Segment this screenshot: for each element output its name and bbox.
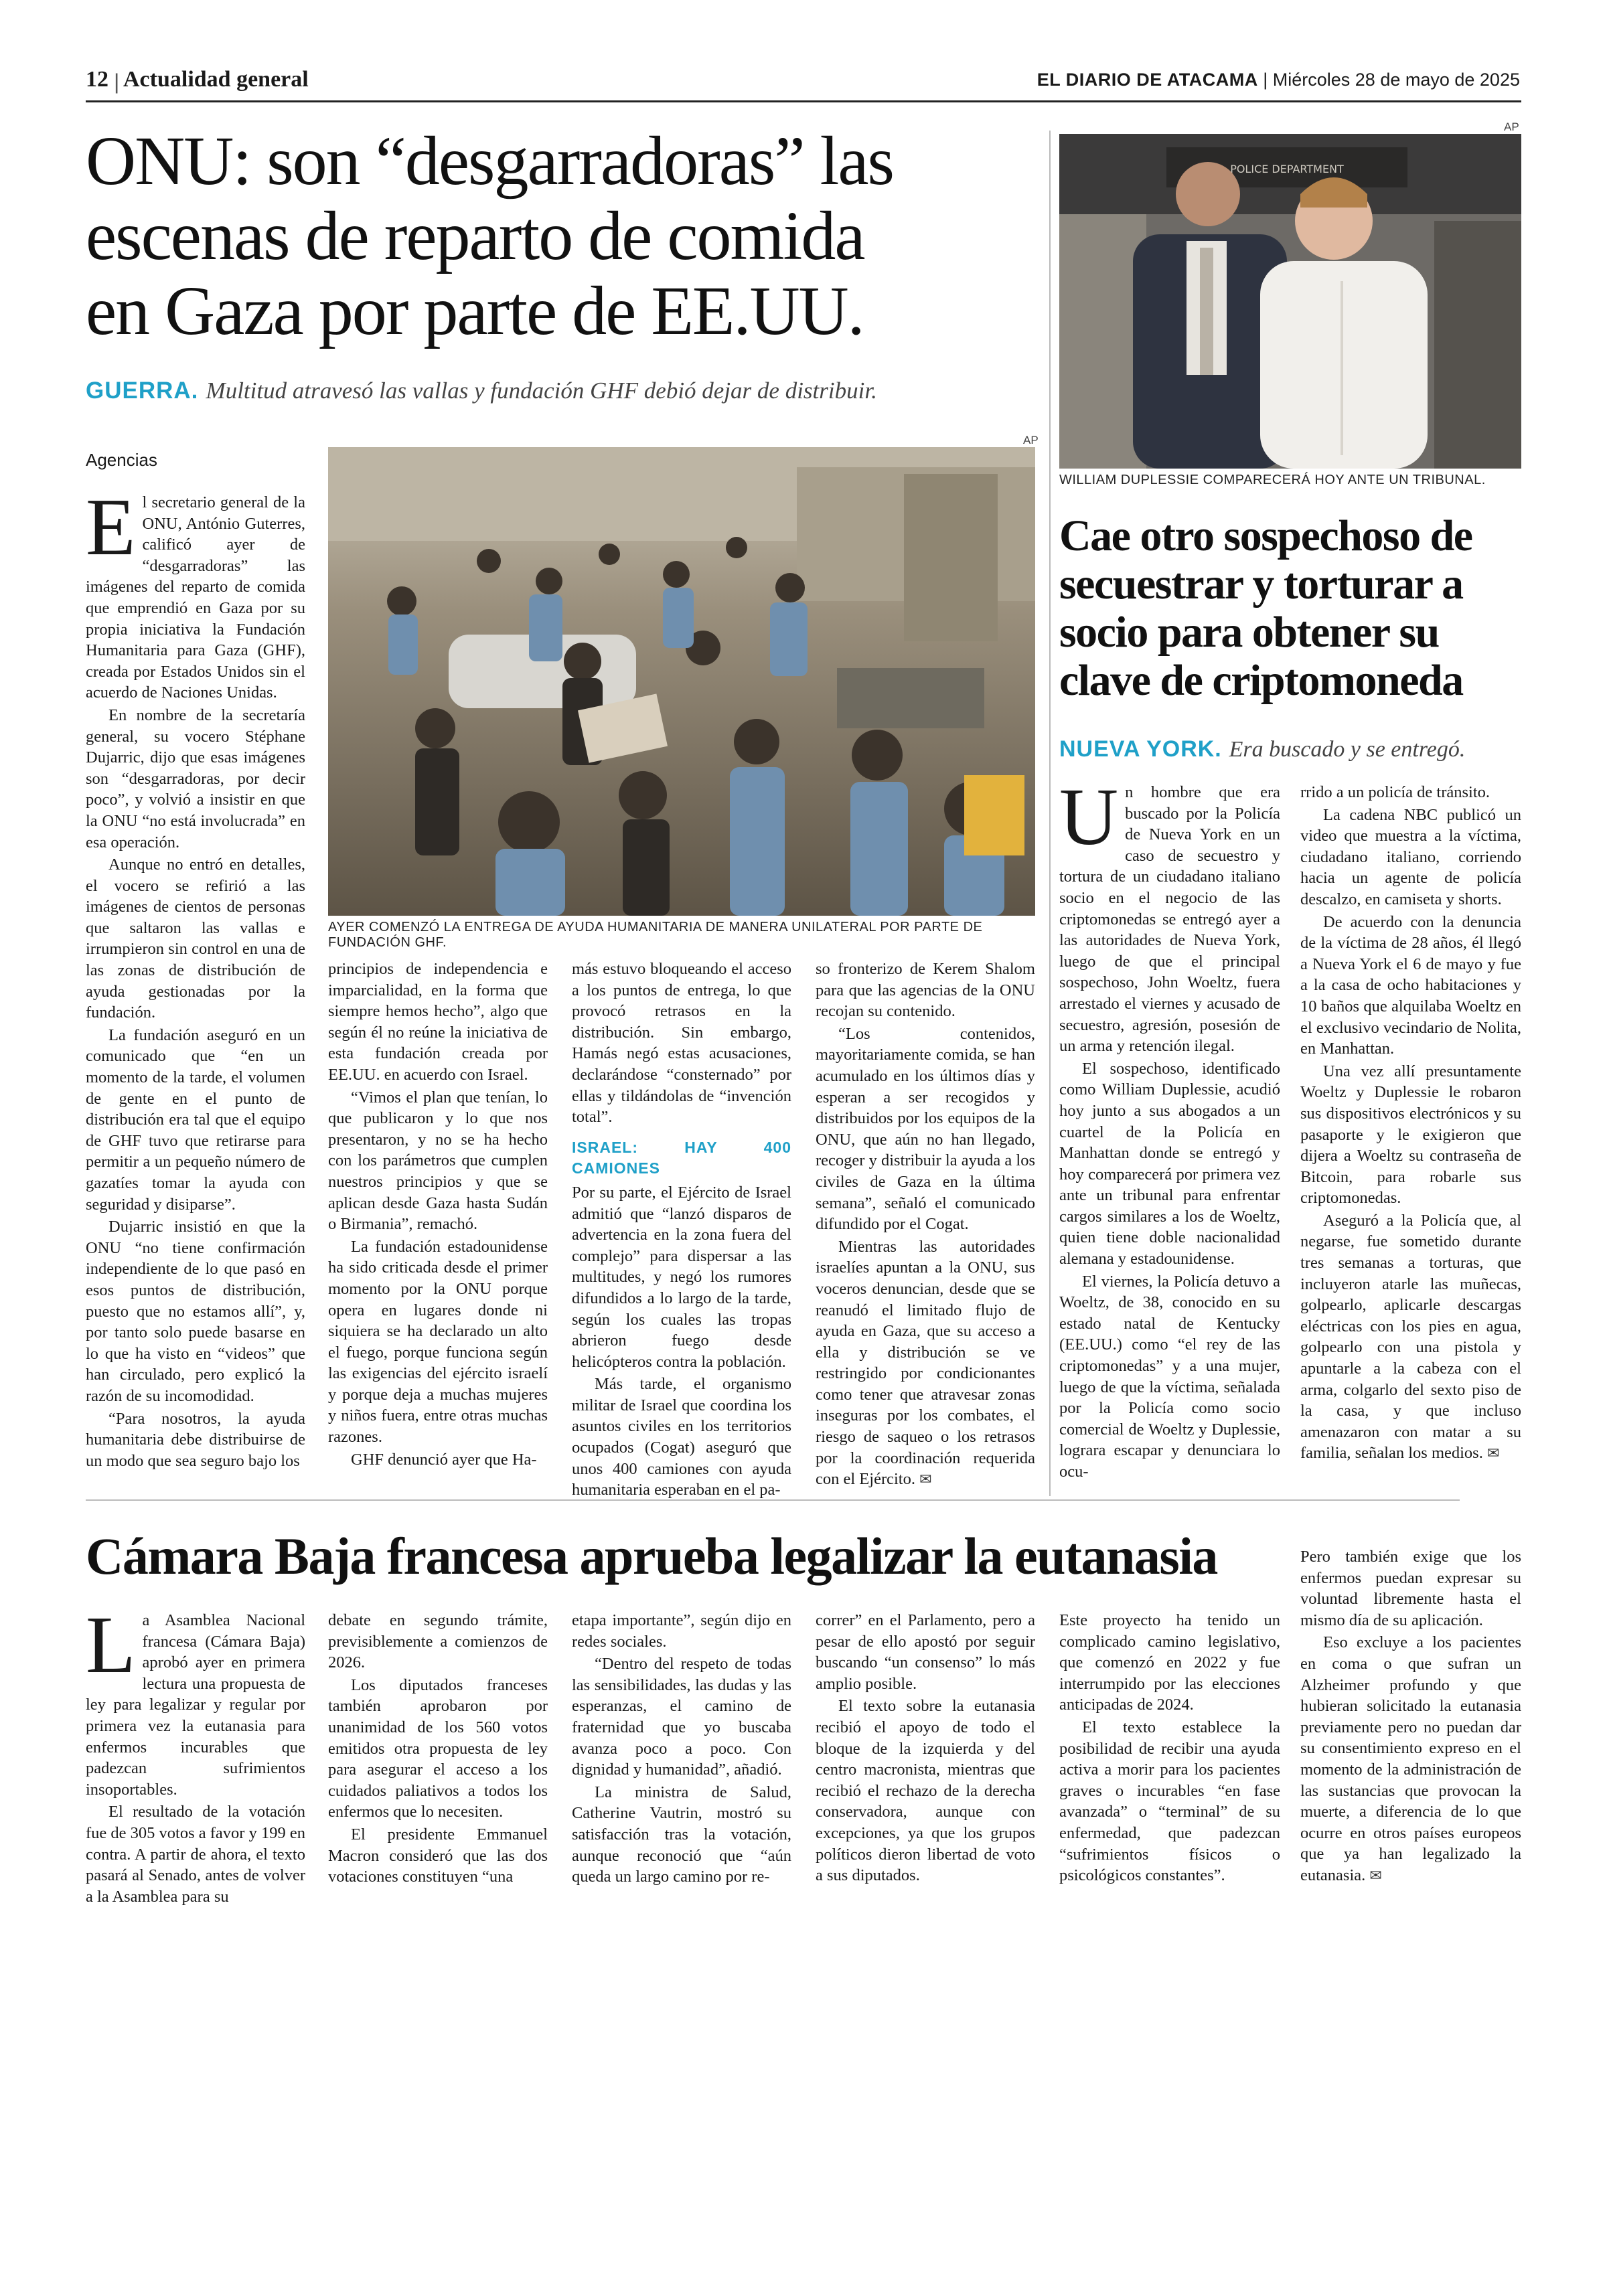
paragraph: “Para nosotros, la ayuda humanitaria debe distribuirse de un modo que sea seguro bajo los — [86, 1409, 305, 1470]
paragraph: Más tarde, el organismo militar de Israel que coordina los asuntos civiles en los territorios ocupados (Cogat) aseguró que unos 400 camiones con ayuda humanitaria esperaban en el pa- — [572, 1375, 791, 1499]
paragraph: Este proyecto ha tenido un complicado camino legislativo, que comenzó en 2022 y fue interrumpido por las elecciones anticipadas de 2024. — [1059, 1611, 1280, 1714]
headline-line: socio para obtener su — [1059, 608, 1439, 657]
issue-date: | Miércoles 28 de mayo de 2025 — [1263, 70, 1520, 90]
headline-line: secuestrar y torturar a — [1059, 560, 1463, 608]
main-column-4 — [816, 959, 1035, 1492]
page-number: 12 — [86, 67, 108, 92]
paragraph: La fundación estadounidense ha sido criticada desde el primer momento por la ONU porque opera en lugares donde ni siquiera se ha declarado un alto el fuego, porque funciona según las exigencias del ejército israelí y porque deja a muchas mujeres y niños fuera, entre otras muchas razones. — [328, 1237, 548, 1447]
paragraph: La fundación aseguró en un comunicado que “en un momento de la tarde, el volumen de gente en el punto de distribución era tal que el equipo de GHF tuvo que retirarse para permitir a un pequeño número de gazatíes tomar la ayuda con seguridad y disiparse”. — [86, 1026, 305, 1214]
arrest-photo — [1059, 134, 1521, 469]
headline-line: escenas de reparto de comida — [86, 197, 864, 274]
paper-masthead — [1037, 70, 1520, 90]
paragraph: El resultado de la votación fue de 305 votos a favor y 199 en contra. A partir de ahora, el texto pasará al Senado, antes de volver a la Asamblea para su — [86, 1803, 305, 1906]
gaza-crowd-photo — [328, 447, 1035, 916]
gaza-crowd-image — [328, 447, 1035, 916]
main-headline — [86, 124, 1037, 349]
main-column-3 — [572, 959, 791, 1502]
paragraph: Dujarric insistió en que la ONU “no tiene confirmación independiente de lo que pasó en esos puntos de distribución, puesto que no estamos allí”, y, por tanto solo puede basarse en lo que ha visto en “videos” que han circulado, pero explicó la razón de su incomodidad. — [86, 1218, 305, 1405]
bottom-headline: Cámara Baja francesa aprueba legalizar la eutanasia — [86, 1527, 1217, 1585]
paragraph: Mientras las autoridades israelíes apuntan a la ONU, sus voceros denuncian, desde que se reanudó el limitado flujo de ayuda en Gaza, que su acceso a ella y distribución se ve restringido por condicionantes como tener que atravesar zonas inseguras por los combates, el riesgo de saqueo o los retrasos por la coordinación requerida con el Ejército. — [816, 1237, 1035, 1489]
paragraph: Eso excluye a los pacientes en coma o que sufran un Alzheimer profundo y que hubieran solicitado la eutanasia previamente pero no puedan dar su consentimiento expreso en el momento de la administración de las sustancias que provocan la muerte, a diferencia de lo que ocurre en otros países europeos que ya han legalizado la eutanasia. — [1300, 1633, 1521, 1884]
police-sign: POLICE DEPARTMENT — [1230, 163, 1344, 175]
paragraph: a Asamblea Nacional francesa (Cámara Baja) aprobó ayer en primera lectura una propuesta de ley para legalizar y regular por primera vez la eutanasia para enfermos incurables que padezcan sufrimientos insoportables. — [86, 1611, 305, 1799]
bottom-column-1 — [86, 1600, 305, 1908]
paper-name: EL DIARIO DE ATACAMA — [1037, 70, 1258, 90]
headline-line: ONU: son “desgarradoras” las — [86, 122, 894, 199]
end-mark-icon: ✉ — [1486, 1445, 1500, 1463]
sidebar-photo-credit: AP — [1504, 120, 1519, 133]
byline: Agencias — [86, 450, 157, 470]
main-kicker — [86, 376, 1037, 406]
paragraph: “Los contenidos, mayoritariamente comida, se han acumulado en los últimos días y esperan a ser recogidos y distribuidos por los equipos de la ONU, que aún no han llegado, recoger y distribuir la ayuda a los civiles de Gaza en la última semana”, señaló el comunicado difundido por el Cogat. — [816, 1024, 1035, 1234]
header-rule — [86, 100, 1521, 102]
bottom-story-rule — [86, 1499, 1460, 1501]
dropcap: E — [86, 482, 136, 572]
kicker-tag: GUERRA. — [86, 378, 199, 404]
main-column-2 — [328, 959, 548, 1471]
paragraph: En nombre de la secretaría general, su vocero Stéphane Dujarric, dijo que esas imágenes son “desgarradoras, por decir poco”, y volvió a insistir en que la ONU “no está involucrada” en esa operación. — [86, 706, 305, 851]
paragraph: l secretario general de la ONU, António Guterres, calificó ayer de “desgarradoras” las imágenes del reparto de comida que emprendió en Gaza por su propia iniciativa la Fundación Humanitaria para Gaza (GHF), creada por Estados Unidos sin el acuerdo de Naciones Unidas. — [86, 493, 305, 702]
main-photo-caption: AYER COMENZÓ LA ENTREGA DE AYUDA HUMANITARIA DE MANERA UNILATERAL POR PARTE DE FUNDACIÓN GHF. — [328, 920, 983, 950]
main-column-1 — [86, 482, 305, 1473]
arrest-image — [1059, 134, 1521, 469]
paragraph: El presidente Emmanuel Macron consideró que las dos votaciones constituyen “una — [328, 1825, 548, 1886]
kicker-tag: NUEVA YORK. — [1059, 736, 1222, 762]
paragraph: etapa importante”, según dijo en redes sociales. — [572, 1611, 791, 1651]
bottom-column-3 — [572, 1610, 791, 1889]
paragraph: “Dentro del respeto de todas las sensibilidades, las dudas y las esperanzas, el camino de fraternidad que yo buscaba avanza poco a poco. Con dignidad y humanidad”, añadió. — [572, 1655, 791, 1779]
paragraph: “Vimos el plan que tenían, lo que publicaron y lo que nos presentaron, y no se ha hecho con los parámetros que cumplen nuestros principios y que se aplican desde Gaza hasta Sudán o Birmania”, remachó. — [328, 1088, 548, 1234]
section-title: Actualidad general — [123, 67, 309, 92]
paragraph: rrido a un policía de tránsito. — [1300, 783, 1490, 801]
paragraph: so fronterizo de Kerem Shalom para que las agencias de la ONU recojan su contenido. — [816, 960, 1035, 1021]
sidebar-kicker — [1059, 735, 1528, 764]
paragraph: Los diputados franceses también aprobaron por unanimidad de los 560 votos emitidos otra propuesta de ley para asegurar el acceso a los cuidados paliativos a todos los enfermos que lo necesiten. — [328, 1675, 548, 1821]
bottom-column-2 — [328, 1610, 548, 1889]
end-mark-icon: ✉ — [919, 1471, 932, 1489]
sidebar-photo-caption: WILLIAM DUPLESSIE COMPARECERÁ HOY ANTE UN TRIBUNAL. — [1059, 473, 1486, 487]
subhead: ISRAEL: HAY 400 CAMIONES — [572, 1138, 791, 1177]
paragraph: debate en segundo trámite, previsiblemente a comienzos de 2026. — [328, 1611, 548, 1672]
paragraph: La cadena NBC publicó un video que muestra a la víctima, ciudadano italiano, corriendo hacia un agente de policía descalzo, en camiseta y shorts. — [1300, 805, 1521, 908]
photo-credit: AP — [1023, 434, 1039, 446]
paragraph: Una vez allí presuntamente Woeltz y Duplessie le robaron sus dispositivos electrónicos y su pasaporte y le exigieron que dijera a Woeltz su contraseña de Bitcoin, para robarle sus criptomonedas. — [1300, 1062, 1521, 1208]
dropcap: U — [1059, 772, 1119, 862]
paragraph: La ministra de Salud, Catherine Vautrin, mostró su satisfacción tras la votación, aunque reconoció que “aún queda un largo camino por re- — [572, 1783, 791, 1886]
kicker-text: Era buscado y se entregó. — [1229, 737, 1466, 762]
bottom-column-4 — [816, 1610, 1035, 1888]
paragraph: principios de independencia e imparcialidad, en la forma que siempre hemos hecho”, algo que según él no reúne la iniciativa de esta fundación creada por EE.UU. en acuerdo con Israel. — [328, 960, 548, 1084]
headline-line: en Gaza por parte de EE.UU. — [86, 272, 864, 349]
column-divider — [1049, 131, 1051, 1496]
paragraph: más estuvo bloqueando el acceso a los puntos de entrega, lo que provocó retrasos en la distribución. Sin embargo, Hamás negó estas acusaciones, declarándose “consternado” por ellas y tildándolas de “invención total”. — [572, 960, 791, 1127]
paragraph: correr” en el Parlamento, pero a pesar de ello apostó por seguir buscando “un consenso” lo más amplio posible. — [816, 1611, 1035, 1693]
paragraph: El texto establece la posibilidad de recibir una ayuda activa a morir para los pacientes graves o incurables “en fase avanzada” o “terminal” de su enfermedad, que padezcan “sufrimientos físicos o psicológicos constantes”. — [1059, 1718, 1280, 1885]
paragraph: Aunque no entró en detalles, el vocero se refirió a las imágenes de cientos de personas que saltaron las vallas e irrumpieron sin control en una de las zonas de distribución de ayuda gestionadas por la fundación. — [86, 855, 305, 1022]
paragraph: De acuerdo con la denuncia de la víctima de 28 años, él llegó a Nueva York el 6 de mayo y fue a la casa de ocho habitaciones y 10 baños que alquilaba Woeltz en el exclusivo vecindario de Nolita, en Manhattan. — [1300, 912, 1521, 1058]
paragraph: Pero también exige que los enfermos puedan expresar su voluntad libremente hasta el mismo día de su aplicación. — [1300, 1548, 1521, 1629]
kicker-text: Multitud atravesó las vallas y fundación GHF debió dejar de distribuir. — [206, 378, 877, 404]
paragraph: El texto sobre la eutanasia recibió el apoyo de todo el bloque de la izquierda y del centro macronista, mientras que recibió el rechazo de la derecha conservadora, aunque con excepciones, ya que los grupos políticos dieron libertad de voto a sus diputados. — [816, 1697, 1035, 1885]
sidebar-headline — [1059, 512, 1528, 705]
headline-line: clave de criptomoneda — [1059, 656, 1463, 705]
dropcap: L — [86, 1600, 136, 1690]
end-mark-icon: ✉ — [1369, 1867, 1382, 1884]
bottom-column-6 — [1300, 1546, 1521, 1888]
paragraph: El sospechoso, identificado como William Duplessie, acudió hoy junto a sus abogados a un cuartel de la Policía en Manhattan donde se entregó y hoy comparecerá por primera vez ante un tribunal para enfrentar cargos similares a los de Woeltz, quien tiene doble nacionalidad alemana y estadounidense. — [1059, 1059, 1280, 1268]
paragraph: Por su parte, el Ejército de Israel admitió que “lanzó disparos de advertencia en la zona fuera del complejo” para dispersar a las multitudes, y negó los rumores difundidos a lo largo de la tarde, según los cuales las tropas abrieron fuego desde helicópteros contra la población. — [572, 1183, 791, 1371]
paragraph: Aseguró a la Policía que, al negarse, fue sometido durante tres semanas a torturas, que incluyeron atarle las muñecas, golpearlo, aplicarle descargas eléctricas con los pies en agua, golpearlo con una pistola y apuntarle a la cabeza con el arma, colgarlo del sexto piso de la casa, y que incluso amenazaron con matar a su familia, señalan los medios. — [1300, 1211, 1521, 1463]
paragraph: El viernes, la Policía detuvo a Woeltz, de 38, conocido en su estado natal de Kentucky (EE.UU.) como “el rey de las criptomonedas” y a una mujer, luego de que la víctima, señalada por la Policía como socio comercial de Woeltz y Duplessie, lograra escapar y denunciara lo ocu- — [1059, 1272, 1280, 1481]
bottom-column-5 — [1059, 1610, 1280, 1888]
paragraph: n hombre que era buscado por la Policía de Nueva York en un caso de secuestro y tortura de un ciudadano italiano socio en el negocio de las criptomonedas se entregó ayer a las autoridades de Nueva York, luego de que el principal sospechoso, John Woeltz, fuera arrestado el viernes y acusado de secuestro, agresión, posesión de un arma y retención ilegal. — [1059, 783, 1280, 1056]
sidebar-column-2 — [1300, 782, 1521, 1466]
header-separator: | — [114, 70, 120, 94]
sidebar-column-1 — [1059, 772, 1280, 1484]
paragraph: GHF denunció ayer que Ha- — [351, 1450, 537, 1469]
headline-line: Cae otro sospechoso de — [1059, 511, 1472, 560]
